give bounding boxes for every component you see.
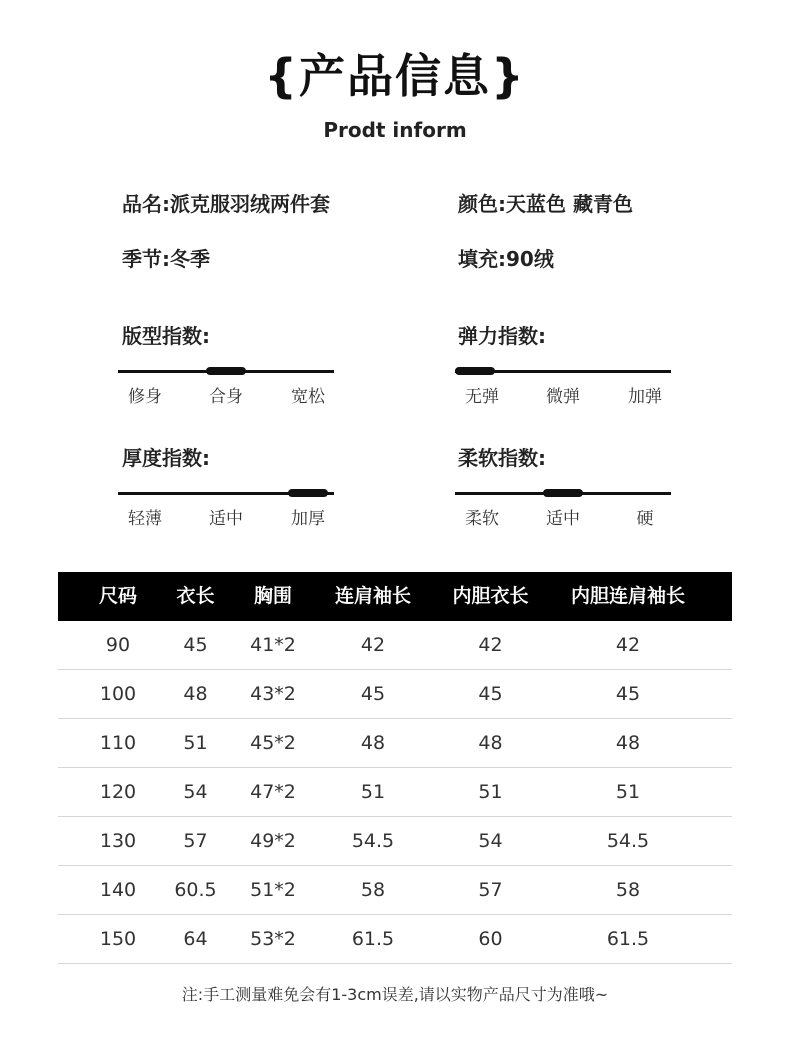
table-cell: 45*2 xyxy=(250,732,296,754)
table-cell: 54.5 xyxy=(351,830,395,852)
softness-index-scale xyxy=(455,492,671,552)
fit-index-title: 版型指数: xyxy=(122,324,210,348)
table-row xyxy=(58,719,732,768)
table-cell: 45 xyxy=(615,683,641,705)
page-title: {产品信息} xyxy=(264,49,526,103)
table-cell: 51 xyxy=(615,781,641,803)
table-cell: 48 xyxy=(478,732,503,754)
table-cell: 51 xyxy=(183,732,208,754)
product-color: 颜色:天蓝色 藏青色 xyxy=(458,192,633,216)
header-cell: 连肩袖长 xyxy=(334,585,411,607)
table-cell: 47*2 xyxy=(250,781,296,803)
table-cell: 48 xyxy=(183,683,208,705)
elasticity-index-title: 弹力指数: xyxy=(458,324,546,348)
table-cell: 45 xyxy=(183,634,208,656)
table-cell: 150 xyxy=(99,928,137,950)
table-body xyxy=(58,621,732,964)
scale-label: 柔软 xyxy=(465,509,499,529)
product-season: 季节:冬季 xyxy=(122,247,210,271)
product-name: 品名:派克服羽绒两件套 xyxy=(122,192,330,216)
table-row xyxy=(58,768,732,817)
table-cell: 42 xyxy=(478,634,503,656)
table-cell: 60 xyxy=(478,928,503,950)
softness-index-title: 柔软指数: xyxy=(458,446,546,470)
table-cell: 54 xyxy=(478,830,503,852)
header-cell: 内胆连肩袖长 xyxy=(570,585,685,607)
scale-label: 修身 xyxy=(128,387,162,407)
fit-index-scale xyxy=(118,370,334,430)
table-cell: 110 xyxy=(99,732,137,754)
scale-marker xyxy=(543,489,583,497)
table-header xyxy=(58,572,732,621)
table-cell: 45 xyxy=(360,683,386,705)
table-cell: 57 xyxy=(478,879,503,901)
table-cell: 64 xyxy=(183,928,208,950)
thickness-index-title: 厚度指数: xyxy=(122,446,210,470)
table-cell: 100 xyxy=(99,683,137,705)
table-cell: 53*2 xyxy=(250,928,296,950)
table-row xyxy=(58,817,732,866)
table-row xyxy=(58,866,732,915)
table-cell: 140 xyxy=(99,879,137,901)
page-subtitle: Prodt inform xyxy=(323,118,467,142)
scale-marker xyxy=(206,367,246,375)
table-row xyxy=(58,915,732,964)
product-filling: 填充:90绒 xyxy=(458,247,554,271)
table-cell: 57 xyxy=(183,830,208,852)
scale-label: 微弹 xyxy=(546,387,580,407)
table-row xyxy=(58,670,732,719)
scale-label: 硬 xyxy=(636,509,654,529)
table-cell: 58 xyxy=(360,879,386,901)
table-cell: 51 xyxy=(478,781,503,803)
scale-marker xyxy=(288,489,328,497)
table-cell: 54 xyxy=(183,781,208,803)
header-cell: 尺码 xyxy=(98,585,137,607)
table-cell: 60.5 xyxy=(174,879,217,901)
table-row xyxy=(58,621,732,670)
table-cell: 61.5 xyxy=(351,928,395,950)
thickness-index-scale xyxy=(118,492,334,552)
table-cell: 48 xyxy=(615,732,641,754)
scale-label: 加弹 xyxy=(628,387,662,407)
elasticity-index-scale xyxy=(455,370,671,430)
table-cell: 41*2 xyxy=(250,634,296,656)
scale-marker xyxy=(455,367,495,375)
table-cell: 90 xyxy=(105,634,131,656)
scale-label: 合身 xyxy=(209,387,243,407)
scale-label: 轻薄 xyxy=(128,509,162,529)
table-cell: 43*2 xyxy=(250,683,296,705)
scale-label: 适中 xyxy=(209,509,243,529)
table-cell: 51*2 xyxy=(250,879,296,901)
header-cell: 衣长 xyxy=(176,585,215,607)
size-table xyxy=(58,572,732,964)
table-cell: 51 xyxy=(360,781,386,803)
table-cell: 130 xyxy=(99,830,137,852)
table-cell: 61.5 xyxy=(606,928,650,950)
table-cell: 45 xyxy=(478,683,503,705)
header-cell: 胸围 xyxy=(253,585,292,607)
scale-label: 加厚 xyxy=(291,509,325,529)
measurement-note: 注:手工测量难免会有1-3cm误差,请以实物产品尺寸为准哦~ xyxy=(181,985,609,1004)
table-cell: 58 xyxy=(615,879,641,901)
table-cell: 54.5 xyxy=(606,830,650,852)
table-cell: 120 xyxy=(99,781,137,803)
table-cell: 48 xyxy=(360,732,386,754)
table-cell: 42 xyxy=(360,634,386,656)
scale-label: 宽松 xyxy=(291,387,325,407)
scale-label: 无弹 xyxy=(465,387,499,407)
header-cell: 内胆衣长 xyxy=(452,585,529,607)
scale-label: 适中 xyxy=(546,509,580,529)
table-cell: 49*2 xyxy=(250,830,296,852)
table-cell: 42 xyxy=(615,634,641,656)
